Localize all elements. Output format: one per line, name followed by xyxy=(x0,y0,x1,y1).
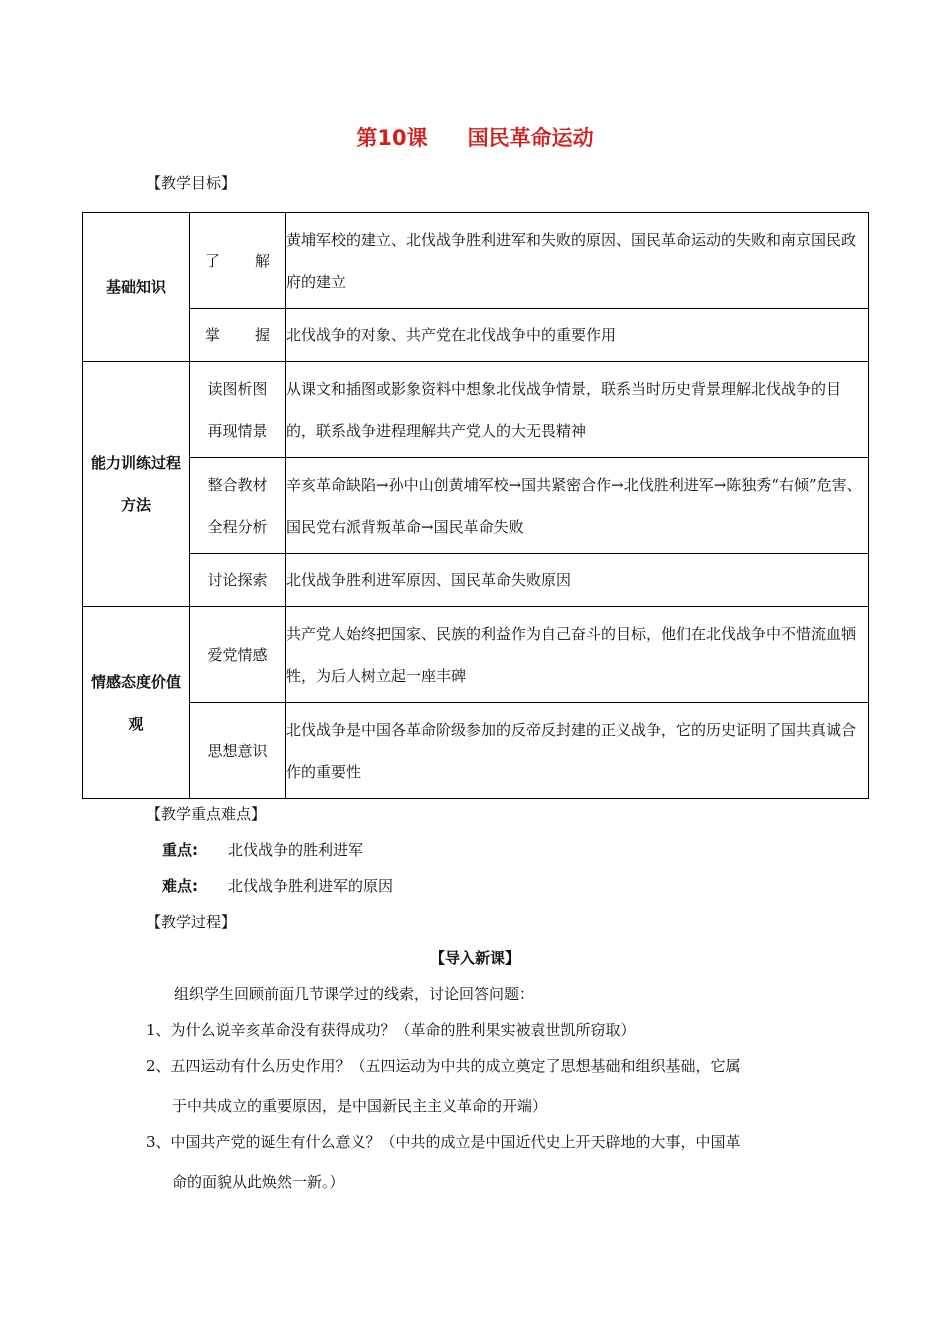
section-process: 【教学过程】 xyxy=(146,913,237,931)
difficulty-line xyxy=(162,875,393,896)
category-emotion-values: 情感态度价值 观 xyxy=(83,607,190,799)
desc-discuss: 北伐战争胜利进军原因、国民革命失败原因 xyxy=(286,554,869,607)
category-ability-method: 能力训练过程方法 xyxy=(83,362,190,607)
desc-integrate: 辛亥革命缺陷→孙中山创黄埔军校→国共紧密合作→北伐胜利进军→陈独秀“右倾”危害、国民党右派背叛革命→国民革命失败 xyxy=(286,458,869,554)
difficulty-label: 难点: xyxy=(162,877,198,895)
section-goals: 【教学目标】 xyxy=(146,174,237,192)
section-key-points: 【教学重点难点】 xyxy=(146,805,267,823)
difficulty-text: 北伐战争胜利进军的原因 xyxy=(228,877,394,895)
sub-ideology: 思想意识 xyxy=(190,703,286,799)
desc-ideology: 北伐战争是中国各革命阶级参加的反帝反封建的正义战争，它的历史证明了国共真诚合作的重要性 xyxy=(286,703,869,799)
desc-understand: 黄埔军校的建立、北伐战争胜利进军和失败的原因、国民革命运动的失败和南京国民政府的建立 xyxy=(286,213,869,309)
sub-understand: 了 解 xyxy=(190,213,286,309)
category-basic-knowledge: 基础知识 xyxy=(83,213,190,362)
question-1: 1、为什么说辛亥革命没有获得成功？（革命的胜利果实被袁世凯所窃取） xyxy=(146,1021,636,1039)
sub-discuss: 讨论探索 xyxy=(190,554,286,607)
goals-table xyxy=(82,212,869,799)
lesson-name: 国民革命运动 xyxy=(467,126,594,150)
question-2-line-1: 2、五四运动有什么历史作用？（五四运动为中共的成立奠定了思想基础和组织基础，它属 xyxy=(146,1057,741,1075)
page-title xyxy=(0,122,950,152)
desc-read-maps: 从课文和插图或影象资料中想象北伐战争情景，联系当时历史背景理解北伐战争的目的，联系战争进程理解共产党人的大无畏精神 xyxy=(286,362,869,458)
sub-read-maps: 读图析图再现情景 xyxy=(190,362,286,458)
intro-lead: 组织学生回顾前面几节课学过的线索，讨论回答问题： xyxy=(174,985,535,1003)
question-3-line-2: 命的面貌从此焕然一新。） xyxy=(172,1173,345,1191)
focus-text: 北伐战争的胜利进军 xyxy=(228,841,364,859)
sub-love-party: 爱党情感 xyxy=(190,607,286,703)
focus-line xyxy=(162,839,363,860)
focus-label: 重点: xyxy=(162,841,198,859)
intro-heading: 【导入新课】 xyxy=(429,949,520,967)
question-3-line-1: 3、中国共产党的诞生有什么意义？（中共的成立是中国近代史上开天辟地的大事，中国革 xyxy=(146,1133,741,1151)
desc-love-party: 共产党人始终把国家、民族的利益作为自己奋斗的目标，他们在北伐战争中不惜流血牺牲，为后人树立起一座丰碑 xyxy=(286,607,869,703)
sub-integrate: 整合教材全程分析 xyxy=(190,458,286,554)
lesson-number: 第10课 xyxy=(356,126,428,150)
sub-master: 掌 握 xyxy=(190,309,286,362)
desc-master: 北伐战争的对象、共产党在北伐战争中的重要作用 xyxy=(286,309,869,362)
question-2-line-2: 于中共成立的重要原因，是中国新民主主义革命的开端） xyxy=(172,1097,548,1115)
